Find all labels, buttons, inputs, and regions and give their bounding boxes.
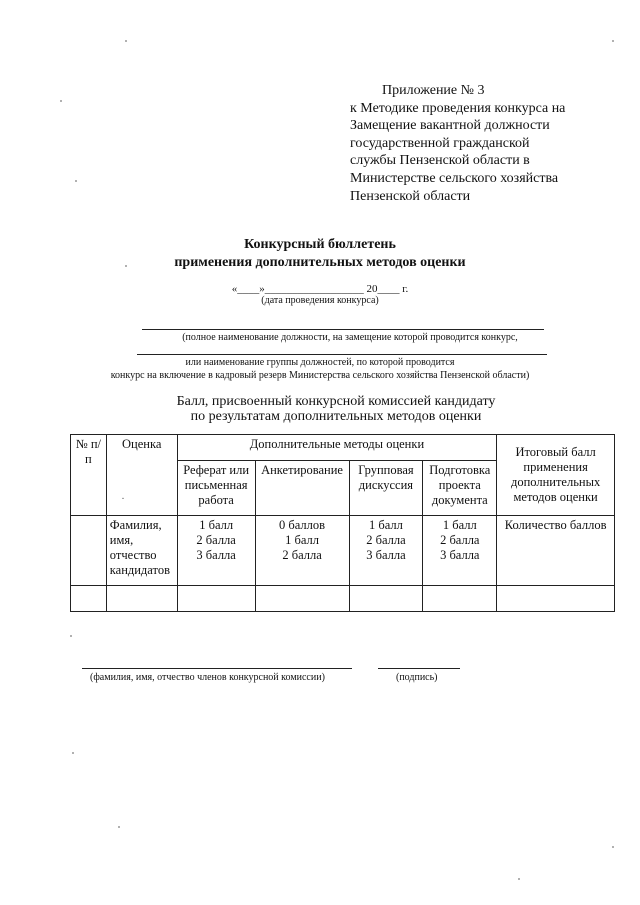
scores-row (71, 516, 615, 586)
dot-mark: . (121, 491, 125, 502)
score-questionnaire (255, 516, 349, 586)
appendix-line: Пензенской области (350, 188, 471, 204)
empty-cell[interactable] (177, 586, 255, 612)
score-value: 1 балл (285, 533, 319, 547)
appendix-line: службы Пензенской области в (350, 153, 530, 169)
appendix-line: Приложение № 3 (382, 83, 485, 98)
table-header-row (71, 435, 615, 461)
date-line: «____»__________________ 20____ г. (231, 283, 409, 295)
appendix-line: Министерстве сельского хозяйства (350, 170, 559, 186)
empty-cell[interactable] (255, 586, 349, 612)
scan-speck (75, 180, 77, 182)
score-value: 3 балла (366, 548, 406, 562)
appendix-block (350, 82, 610, 205)
score-value: 2 балла (282, 548, 322, 562)
score-essay (177, 516, 255, 586)
col-eval-label: Оценка (122, 437, 162, 451)
score-value: 1 балл (368, 518, 403, 532)
empty-cell[interactable] (423, 586, 497, 612)
empty-cell[interactable] (349, 586, 423, 612)
group-line (137, 354, 547, 355)
empty-cell[interactable] (497, 586, 615, 612)
signature-caption: (подпись) (396, 672, 438, 683)
candidate-name-label: Фамилия, имя, отчество кандидатов (106, 516, 177, 586)
scan-speck (125, 265, 127, 267)
signature-line (378, 668, 460, 669)
commission-name-line (82, 668, 352, 669)
scan-speck (125, 40, 127, 42)
position-caption-3: конкурс на включение в кадровый резерв Министерства сельского хозяйства Пензенской области) (110, 370, 530, 381)
scan-speck (60, 100, 62, 102)
score-heading-2: по результатам дополнительных методов оценки (190, 409, 482, 424)
score-group-discussion (349, 516, 423, 586)
row-number-cell (71, 516, 107, 586)
scan-speck (612, 846, 614, 848)
score-document-draft (423, 516, 497, 586)
col-methods-header: Дополнительные методы оценки (177, 435, 497, 461)
empty-cell[interactable] (71, 586, 107, 612)
method-document-draft: Подготовка проекта документа (423, 461, 497, 516)
empty-row (71, 586, 615, 612)
scan-speck (518, 878, 520, 880)
score-value: 3 балла (440, 548, 480, 562)
scan-speck (70, 635, 72, 637)
score-value: 2 балла (366, 533, 406, 547)
method-questionnaire: Анкетирование (255, 461, 349, 516)
score-value: 1 балл (442, 518, 477, 532)
appendix-line: Замещение вакантной должности (350, 118, 550, 134)
total-score-cell: Количество баллов (497, 516, 615, 586)
scan-speck (72, 752, 74, 754)
score-table (70, 434, 615, 612)
score-value: 0 баллов (279, 518, 326, 532)
position-line (142, 329, 544, 330)
method-essay: Реферат или письменная работа (177, 461, 255, 516)
scan-speck (612, 40, 614, 42)
commission-name-caption: (фамилия, имя, отчество членов конкурсной комиссии) (90, 672, 325, 683)
position-caption-1: (полное наименование должности, на замещение которой проводится конкурс, (182, 332, 518, 343)
date-caption: (дата проведения конкурса) (261, 295, 379, 306)
score-heading-1: Балл, присвоенный конкурсной комиссией кандидату (176, 394, 496, 409)
method-group-discussion: Групповая дискуссия (349, 461, 423, 516)
position-caption-2: или наименование группы должностей, по которой проводится (185, 357, 455, 368)
appendix-line: к Методике проведения конкурса на (350, 100, 566, 116)
score-value: 3 балла (196, 548, 236, 562)
empty-cell[interactable] (106, 586, 177, 612)
col-num-header: № п/п (71, 435, 107, 516)
score-value: 2 балла (440, 533, 480, 547)
document-subtitle: применения дополнительных методов оценки (174, 255, 466, 270)
score-value: 2 балла (196, 533, 236, 547)
col-eval-header (106, 435, 177, 516)
document-title: Конкурсный бюллетень (244, 237, 396, 252)
scan-speck (118, 826, 120, 828)
col-total-header: Итоговый балл применения дополнительных методов оценки (497, 435, 615, 516)
appendix-line: государственной гражданской (350, 135, 530, 151)
score-value: 1 балл (199, 518, 234, 532)
